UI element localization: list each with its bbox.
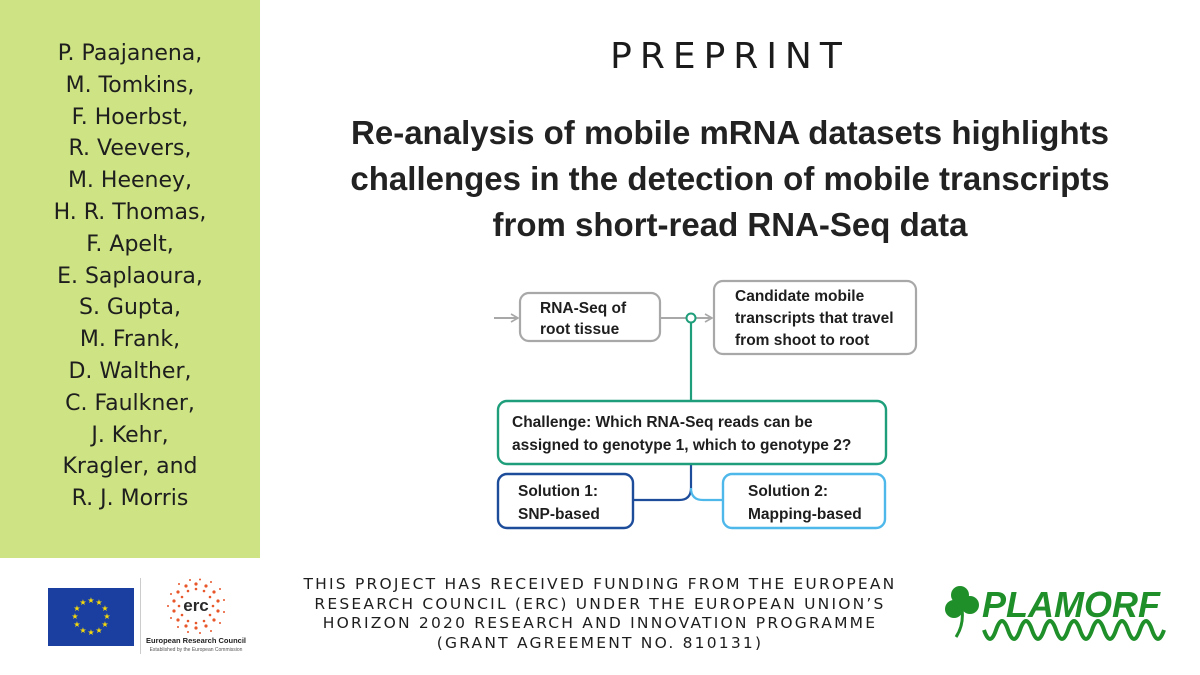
author-name: C. Faulkner, <box>65 390 195 416</box>
author-name: S. Gupta, <box>78 295 181 321</box>
svg-text:★: ★ <box>101 620 109 629</box>
funding-statement <box>262 575 938 653</box>
branch-node <box>687 314 696 323</box>
svg-text:★: ★ <box>73 604 81 613</box>
author-name: M. Tomkins, <box>65 72 195 98</box>
erc-name: European Research Council <box>145 636 247 645</box>
solution2-line: Mapping-based <box>748 506 862 523</box>
svg-text:★: ★ <box>103 612 111 621</box>
preprint-label: PREPRINT <box>610 36 850 77</box>
solution2-connector <box>691 488 723 500</box>
input-box <box>520 293 660 341</box>
author-name: Kragler, and <box>62 454 198 480</box>
svg-text:★: ★ <box>71 612 79 621</box>
title-line: Re-analysis of mobile mRNA datasets highlights <box>351 114 1109 151</box>
funding-line: RESEARCH COUNCIL (ERC) UNDER THE EUROPEAN UNION’S <box>314 594 886 613</box>
erc-logo <box>142 578 250 658</box>
output-box <box>714 281 916 354</box>
svg-text:★: ★ <box>95 626 103 635</box>
output-box-line: transcripts that travel <box>735 310 894 327</box>
author-name: J. Kehr, <box>91 422 169 448</box>
challenge-box-line: assigned to genotype 1, which to genotype 2? <box>512 437 852 454</box>
author-name: E. Saplaoura, <box>57 263 203 289</box>
challenge-box-line: Challenge: Which RNA-Seq reads can be <box>512 414 813 431</box>
solution1-line: Solution 1: <box>518 483 599 500</box>
title-line: challenges in the detection of mobile transcripts <box>350 160 1110 197</box>
svg-text:★: ★ <box>79 626 87 635</box>
funding-line: THIS PROJECT HAS RECEIVED FUNDING FROM THE EUROPEAN <box>303 575 897 593</box>
author-name: M. Heeney, <box>67 168 193 194</box>
author-name: F. Hoerbst, <box>71 104 189 130</box>
solution2-line: Solution 2: <box>748 483 829 500</box>
solution2-box <box>723 474 885 528</box>
plamorf-logo-graphic <box>940 575 1180 655</box>
logo-divider <box>140 578 141 654</box>
svg-text:★: ★ <box>101 604 109 613</box>
input-box-line: root tissue <box>540 321 620 338</box>
author-name: R. Veevers, <box>68 136 192 162</box>
solution1-line: SNP-based <box>518 506 600 523</box>
erc-burst-icon <box>142 578 250 638</box>
funding-line: HORIZON 2020 RESEARCH AND INNOVATION PROGRAMME <box>322 614 878 632</box>
funding-line: (GRANT AGREEMENT NO. 810131) <box>436 633 764 652</box>
svg-text:★: ★ <box>95 598 103 607</box>
svg-text:★: ★ <box>87 596 95 605</box>
author-name: D. Walther, <box>68 358 192 384</box>
author-name: F. Apelt, <box>86 231 174 257</box>
plamorf-wordmark: PLAMORF <box>982 584 1160 625</box>
solution1-connector <box>633 465 691 500</box>
eu-flag-logo <box>48 588 134 646</box>
clover-icon <box>945 586 979 637</box>
input-box-line: RNA-Seq of <box>540 300 627 317</box>
title-line: from short-read RNA-Seq data <box>492 206 968 243</box>
erc-subtitle: Established by the European Commission <box>149 647 243 653</box>
solution1-box <box>498 474 633 528</box>
svg-text:★: ★ <box>73 620 81 629</box>
author-name: M. Frank, <box>79 327 181 353</box>
svg-text:★: ★ <box>79 598 87 607</box>
output-box-line: from shoot to root <box>735 332 870 349</box>
svg-text:★: ★ <box>87 628 95 637</box>
plamorf-logo <box>940 575 1180 655</box>
output-box-line: Candidate mobile <box>735 288 865 305</box>
author-name: P. Paajanena, <box>57 41 203 66</box>
erc-mark: erc <box>183 596 209 615</box>
author-name: R. J. Morris <box>71 486 189 512</box>
eu-stars-icon <box>48 588 134 646</box>
author-name: H. R. Thomas, <box>53 199 207 225</box>
challenge-box <box>498 401 886 464</box>
